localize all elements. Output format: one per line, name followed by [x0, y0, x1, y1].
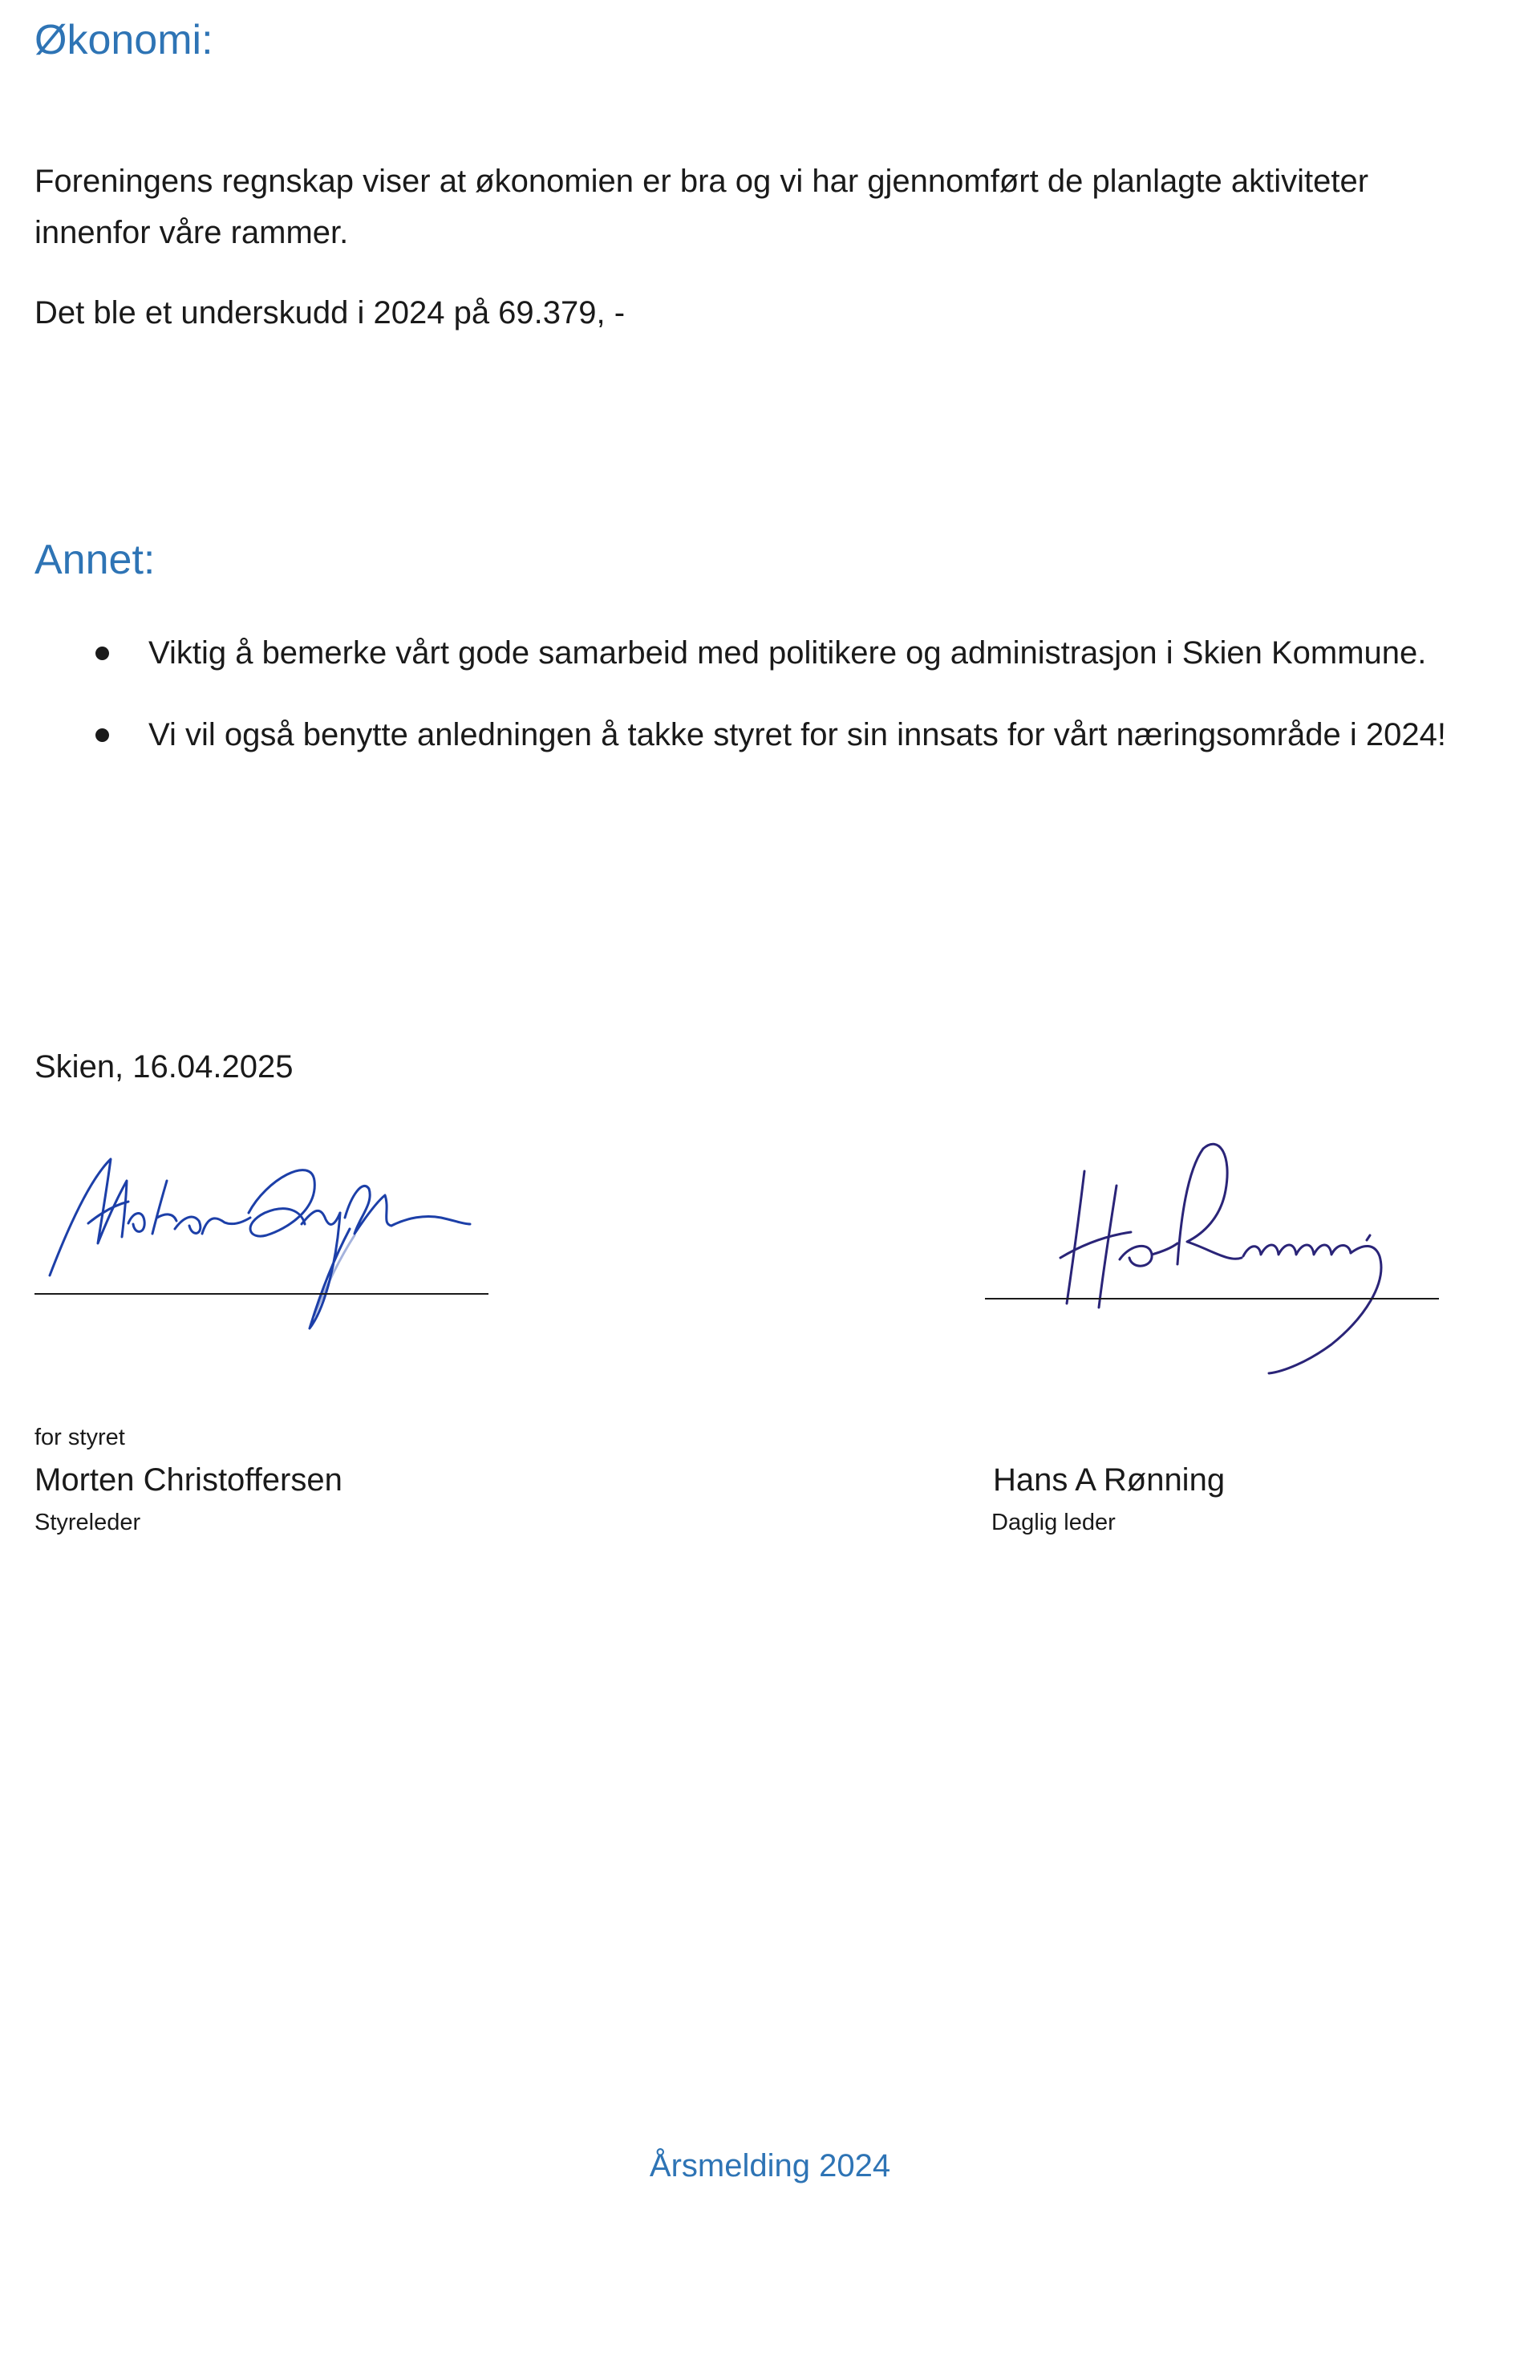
signature-morten-christoffersen — [32, 1123, 481, 1348]
section-heading-annet: Annet: — [34, 537, 156, 583]
signatory-right-title: Daglig leder — [991, 1510, 1116, 1535]
signature-hans-a-ronning — [1043, 1123, 1412, 1388]
place-date: Skien, 16.04.2025 — [34, 1049, 294, 1085]
page-footer: Årsmelding 2024 — [649, 2148, 891, 2183]
annet-bullet-list — [148, 627, 1446, 760]
annet-bullet-item — [148, 709, 1446, 760]
signature-line-left — [34, 1293, 488, 1295]
okonomi-paragraph-2: Det ble et underskudd i 2024 på 69.379, - — [34, 295, 626, 330]
signatory-right-name: Hans A Rønning — [993, 1462, 1226, 1498]
signatory-left-name: Morten Christoffersen — [34, 1462, 342, 1498]
bullet-icon — [95, 647, 109, 660]
annet-bullet-text: Viktig å bemerke vårt gode samarbeid med politikere og administrasjon i Skien Kommune. — [148, 635, 1427, 671]
annet-bullet-item — [148, 627, 1446, 679]
okonomi-paragraph-1-line-2: innenfor våre rammer. — [34, 215, 349, 250]
bullet-icon — [95, 728, 109, 742]
okonomi-paragraph-1-line-1: Foreningens regnskap viser at økonomien er bra og vi har gjennomført de planlagte aktiviteter — [34, 164, 1369, 199]
signatory-left-title: Styreleder — [34, 1510, 141, 1535]
signature-line-right — [985, 1298, 1439, 1299]
signatory-left-prefix: for styret — [34, 1425, 125, 1450]
okonomi-paragraph-1 — [34, 156, 1368, 258]
section-heading-okonomi: Økonomi: — [34, 17, 213, 63]
annet-bullet-text: Vi vil også benytte anledningen å takke styret for sin innsats for vårt næringsområde i 2024! — [148, 717, 1446, 752]
